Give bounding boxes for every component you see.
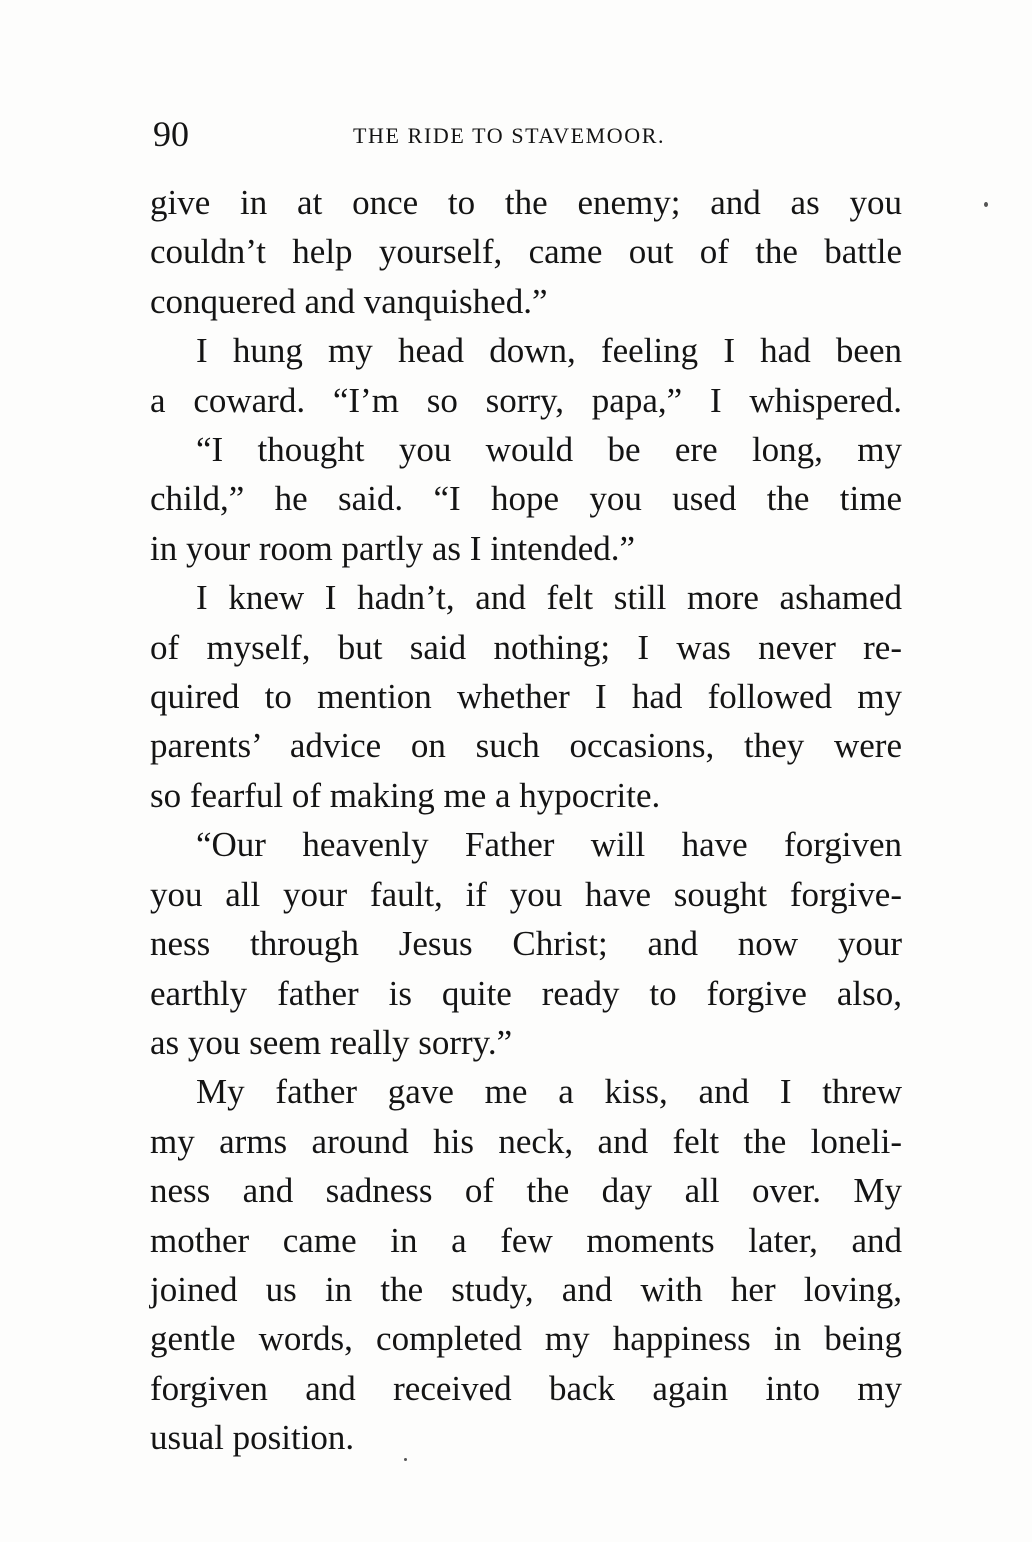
page-number: 90 xyxy=(153,114,189,154)
text-line: I hung my head down, feeling I had been xyxy=(196,331,902,371)
body-text xyxy=(150,178,902,1463)
text-line: My father gave me a kiss, and I threw xyxy=(196,1072,902,1112)
text-line: usual position. xyxy=(150,1418,355,1458)
paragraph xyxy=(150,425,902,573)
paragraph xyxy=(150,178,902,326)
paragraph xyxy=(150,573,902,820)
text-line: mother came in a few moments later, and xyxy=(150,1220,902,1260)
print-speck xyxy=(984,202,988,207)
text-line: give in at once to the enemy; and as you xyxy=(150,183,902,222)
text-line: conquered and vanquished.” xyxy=(150,281,548,321)
text-line: in your room partly as I intended.” xyxy=(150,528,636,568)
text-line: quired to mention whether I had followed my xyxy=(150,677,902,717)
text-line: ness through Jesus Christ; and now your xyxy=(150,924,902,964)
text-line: joined us in the study, and with her loving, xyxy=(150,1269,902,1309)
text-line: a coward. “I’m so sorry, papa,” I whispered. xyxy=(150,380,902,420)
text-line: I knew I hadn’t, and felt still more ashamed xyxy=(196,578,902,618)
text-line: earthly father is quite ready to forgive also, xyxy=(150,973,902,1013)
text-line: gentle words, completed my happiness in being xyxy=(150,1319,902,1359)
text-line: as you seem really sorry.” xyxy=(150,1022,513,1062)
text-line: forgiven and received back again into my xyxy=(150,1368,902,1408)
text-line: “Our heavenly Father will have forgiven xyxy=(196,825,902,865)
paragraph xyxy=(150,820,902,1067)
text-line: parents’ advice on such occasions, they were xyxy=(150,726,902,766)
text-line: my arms around his neck, and felt the loneli- xyxy=(150,1121,902,1161)
paragraph xyxy=(150,1067,902,1462)
text-line: child,” he said. “I hope you used the time xyxy=(150,479,902,519)
running-head xyxy=(153,112,903,156)
text-line: of myself, but said nothing; I was never re- xyxy=(150,627,902,667)
text-line: you all your fault, if you have sought forgive- xyxy=(150,874,902,914)
print-speck xyxy=(404,1458,407,1461)
text-line: so fearful of making me a hypocrite. xyxy=(150,775,661,815)
text-line: “I thought you would be ere long, my xyxy=(196,430,902,470)
paragraph xyxy=(150,326,902,425)
text-line: ness and sadness of the day all over. My xyxy=(150,1171,902,1211)
running-title: THE RIDE TO STAVEMOOR. xyxy=(353,123,666,148)
text-line: couldn’t help yourself, came out of the battle xyxy=(150,232,902,272)
